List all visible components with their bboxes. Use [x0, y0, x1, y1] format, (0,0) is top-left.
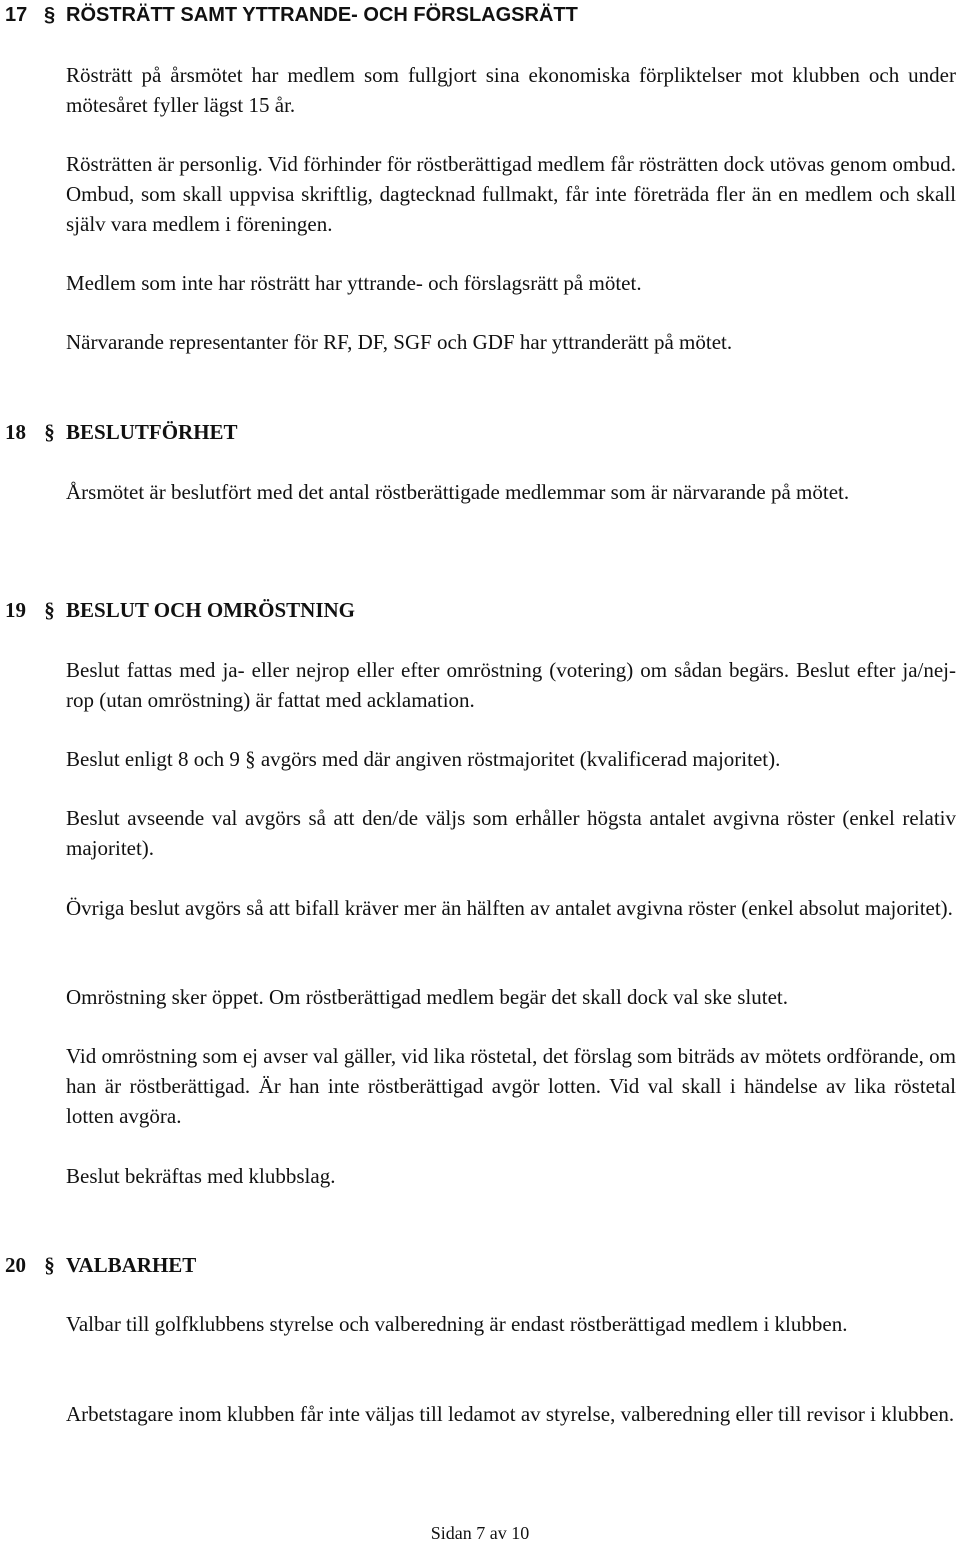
paragraph: Närvarande representanter för RF, DF, SGF och GDF har yttranderätt på mötet.	[66, 330, 733, 354]
section-number: 20	[5, 1253, 26, 1277]
section-20-heading	[5, 1250, 196, 1280]
paragraph: Beslut bekräftas med klubbslag.	[66, 1164, 336, 1188]
paragraph: Beslut enligt 8 och 9 § avgörs med där angiven röstmajoritet (kvalificerad majoritet).	[66, 747, 781, 771]
section-symbol: §	[44, 598, 55, 622]
paragraph: Valbar till golfklubbens styrelse och valberedning är endast röstberättigad medlem i klubben.	[66, 1312, 848, 1336]
section-symbol: §	[44, 1253, 55, 1277]
section-number: 19	[5, 598, 26, 622]
paragraph: Rösträtt på årsmötet har medlem som fullgjort sina ekonomiska förpliktelser mot klubben och under mötesåret fyller lägst 15 år.	[66, 63, 956, 117]
page-number-footer: Sidan 7 av 10	[430, 1523, 530, 1543]
section-18-heading	[5, 417, 238, 447]
paragraph: Medlem som inte har rösträtt har yttrande- och förslagsrätt på mötet.	[66, 271, 642, 295]
paragraph: Omröstning sker öppet. Om röstberättigad medlem begär det skall dock val ske slutet.	[66, 985, 788, 1009]
section-symbol: §	[44, 420, 55, 444]
section-number: 18	[5, 420, 26, 444]
section-number: 17	[5, 4, 28, 26]
section-title: RÖSTRÄTT SAMT YTTRANDE- OCH FÖRSLAGSRÄTT	[66, 4, 578, 26]
paragraph: Vid omröstning som ej avser val gäller, vid lika röstetal, det förslag som biträds av mötets ordförande, om han är röstberättigad. Är han inte röstberättigad avgör lotten. Vid val skall i händelse av lika röstetal lotten avgöra.	[66, 1044, 956, 1128]
paragraph: Årsmötet är beslutfört med det antal röstberättigade medlemmar som är närvarande på mötet.	[66, 480, 850, 504]
paragraph: Beslut avseende val avgörs så att den/de väljs som erhåller högsta antalet avgivna röster (enkel relativ majoritet).	[66, 806, 956, 860]
section-19-heading	[5, 595, 355, 625]
paragraph: Rösträtten är personlig. Vid förhinder för röstberättigad medlem får rösträtten dock utövas genom ombud. Ombud, som skall uppvisa skriftlig, dagtecknad fullmakt, får inte företräda fler än en medlem och skall själv vara medlem i föreningen.	[66, 152, 956, 236]
section-title: VALBARHET	[66, 1253, 197, 1277]
section-17-heading	[5, 0, 578, 30]
section-title: BESLUT OCH OMRÖSTNING	[66, 598, 356, 622]
section-symbol: §	[43, 4, 56, 26]
section-title: BESLUTFÖRHET	[66, 420, 238, 444]
paragraph: Övriga beslut avgörs så att bifall kräver mer än hälften av antalet avgivna röster (enkel absolut majoritet).	[66, 896, 953, 920]
paragraph: Arbetstagare inom klubben får inte väljas till ledamot av styrelse, valberedning eller till revisor i klubben.	[66, 1402, 955, 1426]
paragraph: Beslut fattas med ja- eller nejrop eller efter omröstning (votering) om sådan begärs. Beslut efter ja/nej-rop (utan omröstning) är fattat med acklamation.	[66, 658, 956, 712]
